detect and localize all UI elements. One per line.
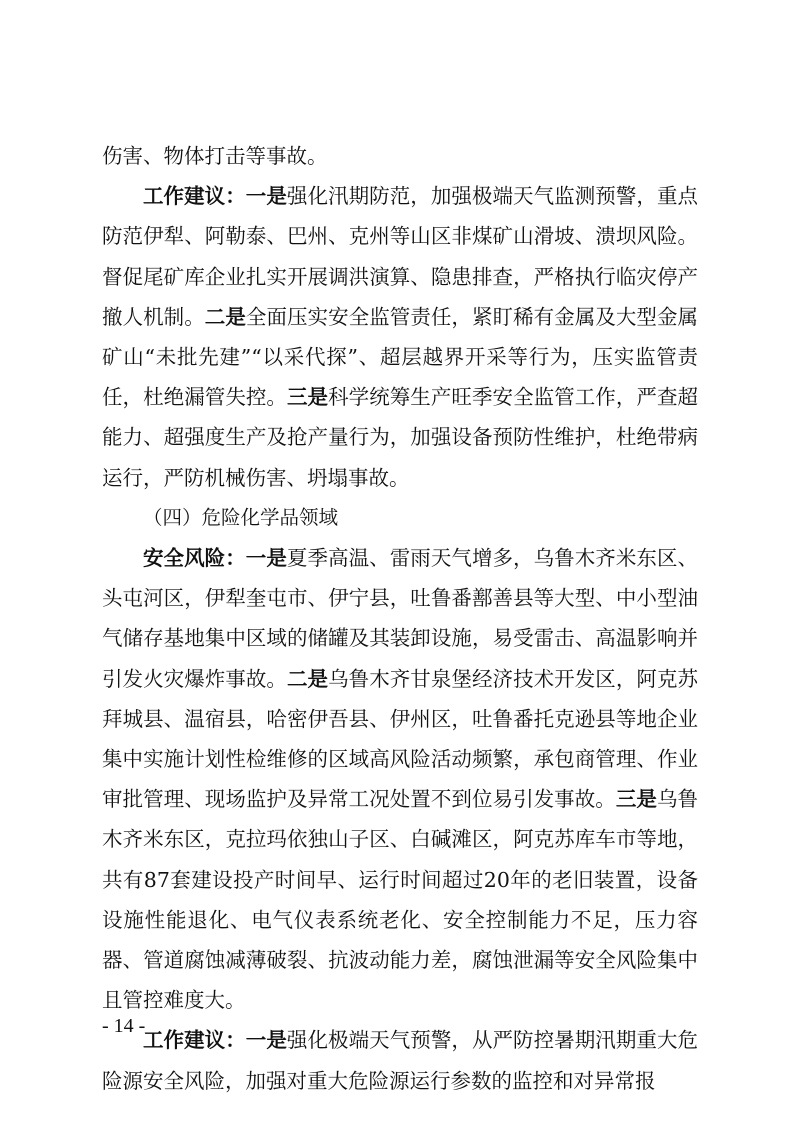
text-segment: 伤害、物体打击等事故。 — [102, 144, 328, 168]
section-heading: （四）危险化学品领域 — [143, 505, 339, 529]
label-work-suggestions: 工作建议： — [143, 184, 246, 209]
label-first: 一是 — [245, 546, 287, 571]
page-number: - 14 - — [102, 1015, 146, 1037]
paragraph-chemical-work-suggestions — [102, 1020, 698, 1100]
label-work-suggestions: 工作建议： — [143, 1028, 246, 1053]
text-segment: 全面压实安全监管责任，紧盯稀有金属及大型金属矿山“未批先建”“以采代探”、超层越界开采等行为，压实监管责任，杜绝漏管失控。 — [102, 304, 699, 410]
label-first: 一是 — [245, 1028, 287, 1053]
text-segment: 乌鲁木齐米东区，克拉玛依独山子区、白碱滩区，阿克苏库车市等地，共有87套建设投产时间早、运行时间超过20年的老旧装置，设备设施性能退化、电气仪表系统老化、安全控制能力不足，压力容器、管道腐蚀减薄破裂、抗波动能力差，腐蚀泄漏等安全风险集中且管控难度大。 — [102, 787, 699, 1013]
label-third: 三是 — [615, 787, 657, 812]
label-safety-risks: 安全风险： — [143, 546, 246, 571]
paragraph-chemical-safety-risks — [102, 538, 698, 1020]
text-segment: 强化汛期防范，加强极端天气监测预警，重点防范伊犁、阿勒泰、巴州、克州等山区非煤矿山滑坡、溃坝风险。督促尾矿库企业扎实开展调洪演算、隐患排查，严格执行临灾停产撤人机制。 — [102, 184, 699, 329]
text-segment: 科学统筹生产旺季安全监管工作，严查超能力、超强度生产及抢产量行为，加强设备预防性维护，杜绝带病运行，严防机械伤害、坍塌事故。 — [102, 385, 699, 490]
paragraph-mining-work-suggestions — [102, 176, 698, 498]
label-second: 二是 — [204, 304, 246, 329]
label-third: 三是 — [286, 385, 329, 410]
text-segment: 夏季高温、雷雨天气增多，乌鲁木齐米东区、头屯河区，伊犁奎屯市、伊宁县，吐鲁番鄯善县等大型、中小型油气储存基地集中区域的储罐及其装卸设施，易受雷击、高温影响并引发火灾爆炸事故。 — [102, 546, 699, 691]
text-segment: 乌鲁木齐甘泉堡经济技术开发区，阿克苏拜城县、温宿县，哈密伊吾县、伊州区，吐鲁番托克逊县等地企业集中实施计划性检维修的区域高风险活动频繁，承包商管理、作业审批管理、现场监护及异常工况处置不到位易引发事故。 — [102, 666, 699, 812]
document-body — [102, 136, 698, 1101]
text-segment: 强化极端天气预警，从严防控暑期汛期重大危险源安全风险，加强对重大危险源运行参数的监控和对异常报 — [102, 1028, 699, 1093]
label-second: 二是 — [286, 666, 329, 691]
label-first: 一是 — [245, 184, 287, 209]
paragraph-continuation — [102, 136, 698, 176]
